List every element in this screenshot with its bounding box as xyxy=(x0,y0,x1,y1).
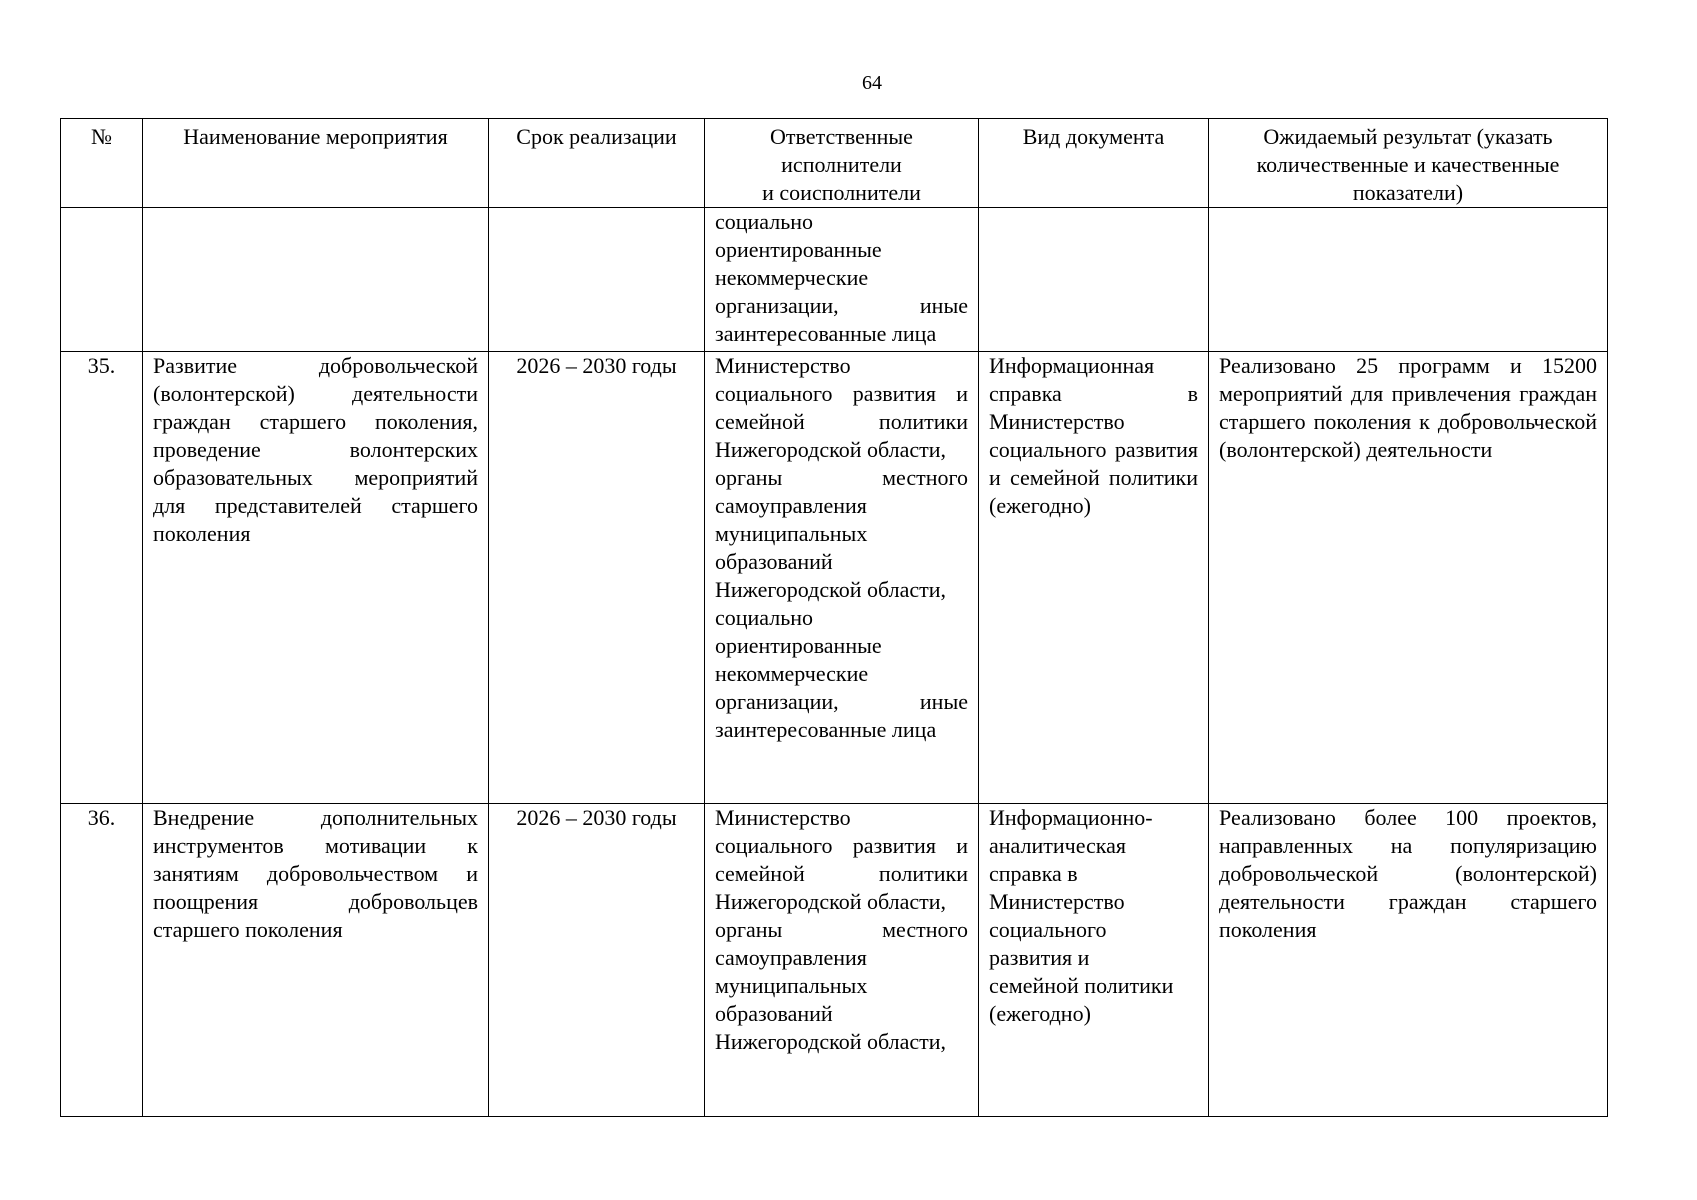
row-number xyxy=(61,208,143,352)
executors-line xyxy=(715,292,968,320)
table-row xyxy=(61,804,1608,1117)
header-term: Срок реализации xyxy=(489,119,705,208)
executors-line: социально xyxy=(715,209,814,234)
header-expected-result xyxy=(1209,119,1608,208)
executors-paragraph: органы местного самоуправления муниципальных образований Нижегородской области, xyxy=(715,917,968,1054)
events-table xyxy=(60,118,1608,1117)
doc-line: справка в xyxy=(989,861,1078,886)
header-executors xyxy=(705,119,979,208)
doc-line: семейной политики xyxy=(989,973,1174,998)
event-expected-result xyxy=(1209,208,1608,352)
executors-line: ориентированные xyxy=(715,237,882,262)
event-expected-result: Реализовано 25 программ и 15200 мероприятий для привлечения граждан старшего поколения к добровольческой (волонтерской) деятельности xyxy=(1209,352,1608,804)
event-expected-result: Реализовано более 100 проектов, направленных на популяризацию добровольческой (волонтерской) деятельности граждан старшего поколения xyxy=(1209,804,1608,1117)
event-name: Развитие добровольческой (волонтерской) деятельности граждан старшего поколения, проведение волонтерских образовательных мероприятий для представителей старшего поколения xyxy=(143,352,489,804)
doc-line: Министерство xyxy=(989,889,1125,914)
doc-line: Информационно- xyxy=(989,805,1153,830)
header-result-line: показатели) xyxy=(1352,180,1464,205)
event-executors xyxy=(705,208,979,352)
event-term: 2026 – 2030 годы xyxy=(489,804,705,1117)
header-number: № xyxy=(61,119,143,208)
doc-line: социального xyxy=(989,917,1107,942)
table-header-row xyxy=(61,119,1608,208)
executors-line: заинтересованные лица xyxy=(715,321,937,346)
event-document-type: Информационная справка в Министерство социального развития и семейной политики (ежегодно) xyxy=(979,352,1209,804)
row-number: 35. xyxy=(61,352,143,804)
executors-paragraph: социально ориентированные некоммерческие организации, иные заинтересованные лица xyxy=(715,605,968,742)
header-executors-line: Ответственные xyxy=(770,124,913,149)
event-document-type xyxy=(979,208,1209,352)
executors-paragraph: Министерство социального развития и семейной политики Нижегородской области, xyxy=(715,353,968,462)
event-term: 2026 – 2030 годы xyxy=(489,352,705,804)
event-executors xyxy=(705,352,979,804)
header-executors-line: исполнители xyxy=(781,152,902,177)
executors-paragraph: Министерство социального развития и семейной политики Нижегородской области, xyxy=(715,805,968,914)
doc-line: (ежегодно) xyxy=(989,1001,1091,1026)
event-document-type xyxy=(979,804,1209,1117)
event-term xyxy=(489,208,705,352)
header-document-type: Вид документа xyxy=(979,119,1209,208)
event-executors xyxy=(705,804,979,1117)
executors-word: иные xyxy=(919,293,968,318)
header-executors-line: и соисполнители xyxy=(762,180,921,205)
doc-line: развития и xyxy=(989,945,1090,970)
executors-line: некоммерческие xyxy=(715,265,869,290)
doc-line: аналитическая xyxy=(989,833,1127,858)
executors-word: организации, xyxy=(715,293,839,318)
header-event-name: Наименование мероприятия xyxy=(143,119,489,208)
header-result-line: количественные и качественные xyxy=(1256,152,1560,177)
table-row xyxy=(61,352,1608,804)
header-result-line: Ожидаемый результат (указать xyxy=(1263,124,1553,149)
page-number: 64 xyxy=(862,72,882,94)
event-name xyxy=(143,208,489,352)
event-name: Внедрение дополнительных инструментов мотивации к занятиям добровольчеством и поощрения добровольцев старшего поколения xyxy=(143,804,489,1117)
row-number: 36. xyxy=(61,804,143,1117)
table-row xyxy=(61,208,1608,352)
executors-paragraph: органы местного самоуправления муниципальных образований Нижегородской области, xyxy=(715,465,968,602)
